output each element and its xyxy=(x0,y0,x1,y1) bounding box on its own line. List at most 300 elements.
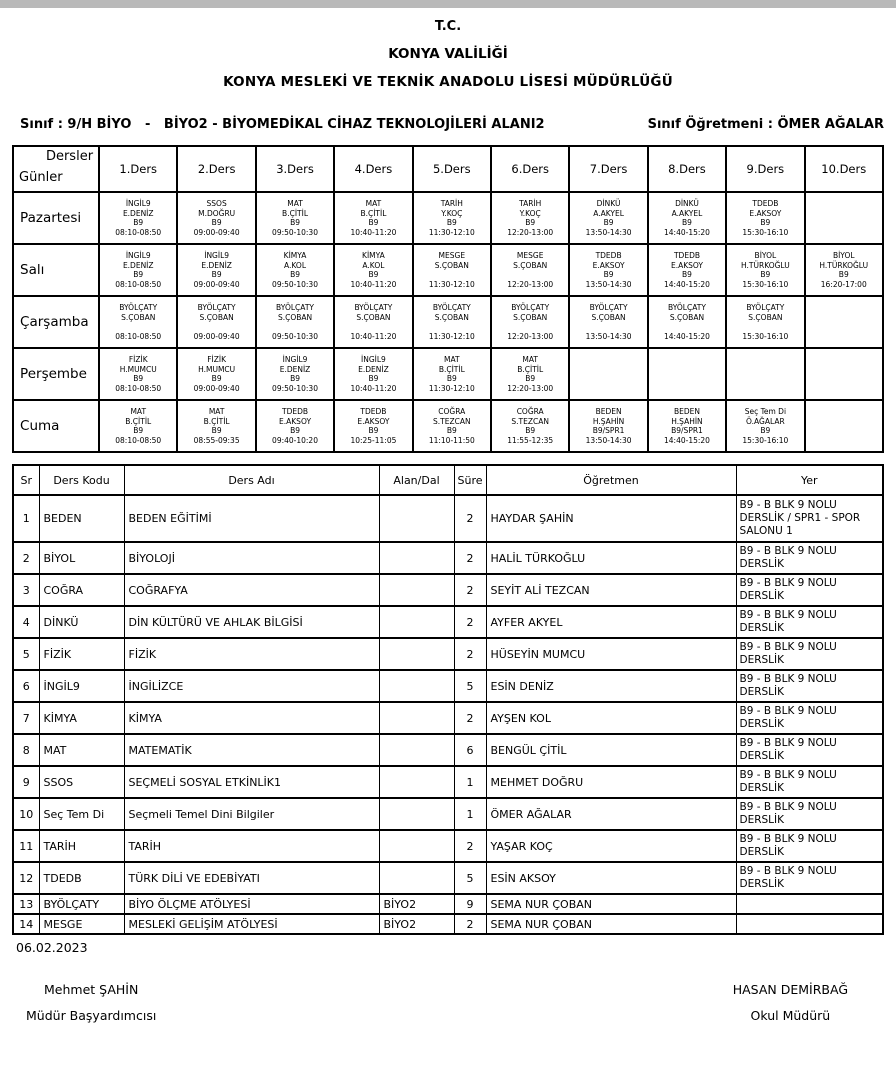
lesson-column-header: 6.Ders xyxy=(491,146,569,192)
course-code-cell: MAT xyxy=(39,734,124,766)
timetable-lesson-cell xyxy=(334,244,412,296)
timetable-lesson-cell xyxy=(99,244,177,296)
course-teacher-cell: HAYDAR ŞAHİN xyxy=(486,495,736,542)
course-teacher-cell: AYŞEN KOL xyxy=(486,702,736,734)
lesson-teacher: A.KOL xyxy=(284,260,307,270)
lesson-time: 09:50-10:30 xyxy=(272,331,318,341)
lesson-time: 11:30-12:10 xyxy=(428,227,475,237)
course-sure-cell: 9 xyxy=(454,894,486,914)
lesson-time: 14:40-15:20 xyxy=(664,331,710,341)
course-code-cell: İNGİL9 xyxy=(39,670,124,702)
lesson-time: 08:55-09:35 xyxy=(193,435,240,445)
course-alan-cell: BİYO2 xyxy=(379,894,454,914)
lesson-time: 11:30-12:10 xyxy=(428,383,475,393)
lesson-teacher: S.TEZCAN xyxy=(433,416,471,426)
lesson-column-header: 1.Ders xyxy=(99,146,177,192)
timetable-lesson-cell xyxy=(256,296,334,348)
course-code-cell: TARİH xyxy=(39,830,124,862)
timetable-lesson-cell xyxy=(413,244,491,296)
lesson-code: BYÖLÇATY xyxy=(276,303,314,312)
course-alan-cell xyxy=(379,638,454,670)
lesson-teacher: H.TÜRKOĞLU xyxy=(741,260,790,270)
lesson-time: 13:50-14:30 xyxy=(585,331,632,341)
course-yer-cell: B9 - B BLK 9 NOLU DERSLİK xyxy=(736,798,883,830)
lesson-teacher: E.DENİZ xyxy=(122,208,154,218)
course-name-cell: FİZİK xyxy=(124,638,379,670)
timetable-lesson-cell xyxy=(648,192,726,244)
course-alan-cell: BİYO2 xyxy=(379,914,454,934)
course-yer-cell: B9 - B BLK 9 NOLU DERSLİK xyxy=(736,766,883,798)
lesson-code: TDEDB xyxy=(595,251,622,260)
course-alan-cell xyxy=(379,542,454,574)
course-teacher-cell: BENGÜL ÇİTİL xyxy=(486,734,736,766)
lesson-teacher: A.AKYEL xyxy=(671,208,703,218)
timetable-empty-cell xyxy=(805,192,883,244)
timetable-empty-cell xyxy=(805,296,883,348)
lesson-room xyxy=(493,322,567,332)
lesson-time: 14:40-15:20 xyxy=(664,227,710,237)
lesson-teacher: A.AKYEL xyxy=(593,208,624,218)
course-yer-cell xyxy=(736,894,883,914)
lesson-code: COĞRA xyxy=(516,407,544,416)
lesson-room: B9 xyxy=(290,374,300,383)
course-table xyxy=(12,464,884,935)
timetable-lesson-cell xyxy=(256,348,334,400)
course-alan-cell xyxy=(379,734,454,766)
course-row xyxy=(13,574,883,606)
lesson-time: 13:50-14:30 xyxy=(585,435,632,445)
course-sr-cell: 3 xyxy=(13,574,39,606)
lesson-time: 09:00-09:40 xyxy=(193,331,240,341)
course-sr-cell: 1 xyxy=(13,495,39,542)
course-row xyxy=(13,862,883,894)
course-row xyxy=(13,606,883,638)
timetable-lesson-cell xyxy=(256,244,334,296)
course-name-cell: TÜRK DİLİ VE EDEBİYATI xyxy=(124,862,379,894)
timetable-lesson-cell xyxy=(413,400,491,452)
lesson-code: MESGE xyxy=(438,251,466,260)
lesson-code: BİYOL xyxy=(754,251,777,260)
lesson-time: 09:50-10:30 xyxy=(272,279,318,289)
lesson-room: B9 xyxy=(211,374,222,383)
course-sr-cell: 11 xyxy=(13,830,39,862)
lesson-teacher: S.ÇOBAN xyxy=(356,312,391,322)
timetable-empty-cell xyxy=(805,400,883,452)
lesson-code: SSOS xyxy=(206,199,227,208)
timetable-day-row xyxy=(13,192,883,244)
lesson-code: BEDEN xyxy=(595,407,622,416)
course-sr-cell: 10 xyxy=(13,798,39,830)
document-date: 06.02.2023 xyxy=(16,940,88,955)
lesson-teacher: S.ÇOBAN xyxy=(513,260,548,270)
day-label: Pazartesi xyxy=(13,192,99,244)
course-sure-cell: 2 xyxy=(454,830,486,862)
course-sr-cell: 8 xyxy=(13,734,39,766)
course-table-header-row xyxy=(13,465,883,495)
lesson-time: 11:10-11:50 xyxy=(428,435,475,445)
lesson-code: BYÖLÇATY xyxy=(511,303,550,312)
timetable-lesson-cell xyxy=(177,348,255,400)
lesson-code: Seç Tem Di xyxy=(744,407,787,416)
lesson-code: TDEDB xyxy=(282,407,309,416)
timetable-lesson-cell xyxy=(726,296,804,348)
lesson-room: B9 xyxy=(290,270,300,279)
lesson-room: B9 xyxy=(290,426,300,435)
timetable-corner-cell xyxy=(13,146,99,192)
lesson-time: 10:40-11:20 xyxy=(350,383,397,393)
lesson-teacher: Y.KOÇ xyxy=(519,208,541,218)
day-label: Çarşamba xyxy=(13,296,99,348)
timetable-lesson-cell xyxy=(648,244,726,296)
lesson-code: İNGİL9 xyxy=(282,355,308,364)
course-alan-cell xyxy=(379,574,454,606)
timetable-lesson-cell xyxy=(256,192,334,244)
timetable-lesson-cell xyxy=(334,192,412,244)
lesson-teacher: E.AKSOY xyxy=(592,260,625,270)
timetable-lesson-cell xyxy=(648,296,726,348)
lesson-column-header: 2.Ders xyxy=(177,146,255,192)
lesson-room: B9 xyxy=(133,270,144,279)
course-alan-cell xyxy=(379,862,454,894)
lesson-teacher: S.ÇOBAN xyxy=(513,312,548,322)
lesson-teacher: S.ÇOBAN xyxy=(277,312,313,322)
course-name-cell: DİN KÜLTÜRÜ VE AHLAK BİLGİSİ xyxy=(124,606,379,638)
lesson-room: B9/SPR1 xyxy=(592,426,625,435)
lesson-room: B9 xyxy=(760,218,771,227)
course-row xyxy=(13,894,883,914)
timetable-day-row xyxy=(13,400,883,452)
course-alan-cell xyxy=(379,798,454,830)
lesson-room xyxy=(728,322,802,332)
timetable-empty-cell xyxy=(648,348,726,400)
lesson-code: MAT xyxy=(365,199,382,208)
course-sr-cell: 4 xyxy=(13,606,39,638)
timetable-header-row xyxy=(13,146,883,192)
course-code-cell: FİZİK xyxy=(39,638,124,670)
course-name-cell: TARİH xyxy=(124,830,379,862)
lesson-teacher: S.ÇOBAN xyxy=(591,312,626,322)
course-row xyxy=(13,734,883,766)
course-sure-cell: 2 xyxy=(454,574,486,606)
lesson-column-header: 8.Ders xyxy=(648,146,726,192)
signature-row xyxy=(26,982,848,1023)
scan-edge-strip xyxy=(0,0,896,8)
timetable-lesson-cell xyxy=(413,296,491,348)
timetable-lesson-cell xyxy=(569,192,647,244)
day-label: Perşembe xyxy=(13,348,99,400)
lesson-room: B9 xyxy=(603,218,614,227)
signature-left xyxy=(26,982,156,1023)
lesson-code: MAT xyxy=(287,199,303,208)
lesson-column-header: 9.Ders xyxy=(726,146,804,192)
lesson-code: BYÖLÇATY xyxy=(589,303,628,312)
lesson-code: İNGİL9 xyxy=(125,251,151,260)
class-teacher: Sınıf Öğretmeni : ÖMER AĞALAR xyxy=(647,117,884,132)
lesson-column-header: 10.Ders xyxy=(805,146,883,192)
lesson-time: 09:40-10:20 xyxy=(272,435,318,445)
lesson-room xyxy=(258,322,332,332)
class-info: Sınıf : 9/H BİYO - BİYO2 - BİYOMEDİKAL CİHAZ TEKNOLOJİLERİ ALANI2 xyxy=(20,117,545,132)
course-code-cell: BEDEN xyxy=(39,495,124,542)
lesson-room: B9/SPR1 xyxy=(671,426,703,435)
lesson-time: 08:10-08:50 xyxy=(115,279,162,289)
lesson-code: MESGE xyxy=(516,251,544,260)
course-sure-cell: 5 xyxy=(454,862,486,894)
lesson-code: TDEDB xyxy=(360,407,387,416)
course-sr-cell: 9 xyxy=(13,766,39,798)
document-header xyxy=(0,19,896,90)
course-yer-cell: B9 - B BLK 9 NOLU DERSLİK xyxy=(736,702,883,734)
timetable-day-row xyxy=(13,348,883,400)
lesson-time: 08:10-08:50 xyxy=(115,227,162,237)
course-sr-cell: 14 xyxy=(13,914,39,934)
lesson-room xyxy=(336,322,410,332)
course-alan-cell xyxy=(379,495,454,542)
lesson-time: 10:40-11:20 xyxy=(350,279,397,289)
lesson-teacher: S.ÇOBAN xyxy=(199,312,234,322)
lesson-time: 11:30-12:10 xyxy=(428,279,475,289)
course-teacher-cell: AYFER AKYEL xyxy=(486,606,736,638)
course-sure-cell: 2 xyxy=(454,914,486,934)
course-code-cell: BİYOL xyxy=(39,542,124,574)
course-code-cell: COĞRA xyxy=(39,574,124,606)
lesson-code: İNGİL9 xyxy=(125,199,151,208)
lesson-room xyxy=(101,322,175,332)
course-column-header: Ders Kodu xyxy=(39,465,124,495)
lesson-teacher: S.ÇOBAN xyxy=(434,312,469,322)
timetable xyxy=(12,145,884,453)
course-sure-cell: 1 xyxy=(454,798,486,830)
course-yer-cell: B9 - B BLK 9 NOLU DERSLİK xyxy=(736,862,883,894)
course-name-cell: KİMYA xyxy=(124,702,379,734)
timetable-lesson-cell xyxy=(334,400,412,452)
lesson-room: B9 xyxy=(133,426,144,435)
timetable-empty-cell xyxy=(726,348,804,400)
course-sr-cell: 12 xyxy=(13,862,39,894)
timetable-lesson-cell xyxy=(726,192,804,244)
lesson-teacher: E.AKSOY xyxy=(749,208,782,218)
course-name-cell: SEÇMELİ SOSYAL ETKİNLİK1 xyxy=(124,766,379,798)
course-sr-cell: 5 xyxy=(13,638,39,670)
lesson-code: BYÖLÇATY xyxy=(746,303,785,312)
timetable-empty-cell xyxy=(569,348,647,400)
lesson-time: 09:50-10:30 xyxy=(272,227,318,237)
timetable-lesson-cell xyxy=(569,400,647,452)
course-row xyxy=(13,670,883,702)
lesson-code: MAT xyxy=(522,355,538,364)
lesson-code: DİNKÜ xyxy=(675,199,699,208)
timetable-lesson-cell xyxy=(256,400,334,452)
lesson-time: 09:50-10:30 xyxy=(272,383,318,393)
lesson-column-header: 4.Ders xyxy=(334,146,412,192)
lesson-code: KİMYA xyxy=(283,251,307,260)
lesson-teacher: S.TEZCAN xyxy=(511,416,549,426)
course-code-cell: TDEDB xyxy=(39,862,124,894)
course-yer-cell: B9 - B BLK 9 NOLU DERSLİK xyxy=(736,542,883,574)
lesson-code: MAT xyxy=(444,355,460,364)
lesson-code: MAT xyxy=(208,407,225,416)
course-sure-cell: 2 xyxy=(454,542,486,574)
lesson-code: BYÖLÇATY xyxy=(432,303,471,312)
course-sure-cell: 2 xyxy=(454,702,486,734)
lesson-teacher: H.TÜRKOĞLU xyxy=(819,260,869,270)
lesson-time: 10:40-11:20 xyxy=(350,227,397,237)
course-teacher-cell: ESİN DENİZ xyxy=(486,670,736,702)
lesson-teacher: E.AKSOY xyxy=(670,260,703,270)
timetable-lesson-cell xyxy=(177,400,255,452)
course-sr-cell: 6 xyxy=(13,670,39,702)
lesson-code: TARİH xyxy=(519,199,542,208)
course-yer-cell: B9 - B BLK 9 NOLU DERSLİK xyxy=(736,574,883,606)
timetable-lesson-cell xyxy=(99,296,177,348)
lesson-room: B9 xyxy=(368,374,379,383)
lesson-code: FİZİK xyxy=(128,355,148,364)
timetable-lesson-cell xyxy=(177,244,255,296)
course-column-header: Süre xyxy=(454,465,486,495)
course-column-header: Alan/Dal xyxy=(379,465,454,495)
timetable-lesson-cell xyxy=(726,244,804,296)
lesson-teacher: B.ÇİTİL xyxy=(282,208,308,218)
course-code-cell: Seç Tem Di xyxy=(39,798,124,830)
course-code-cell: DİNKÜ xyxy=(39,606,124,638)
lesson-time: 13:50-14:30 xyxy=(585,227,632,237)
course-row xyxy=(13,914,883,934)
course-yer-cell: B9 - B BLK 9 NOLU DERSLİK xyxy=(736,638,883,670)
course-teacher-cell: SEYİT ALİ TEZCAN xyxy=(486,574,736,606)
lesson-time: 14:40-15:20 xyxy=(664,279,710,289)
course-column-header: Yer xyxy=(736,465,883,495)
lesson-teacher: E.AKSOY xyxy=(279,416,312,426)
course-teacher-cell: HALİL TÜRKOĞLU xyxy=(486,542,736,574)
lesson-room: B9 xyxy=(682,218,692,227)
course-teacher-cell: HÜSEYİN MUMCU xyxy=(486,638,736,670)
course-row xyxy=(13,830,883,862)
lesson-room xyxy=(415,270,489,280)
lesson-room: B9 xyxy=(368,270,379,279)
course-name-cell: BEDEN EĞİTİMİ xyxy=(124,495,379,542)
lesson-teacher: B.ÇİTİL xyxy=(517,364,544,374)
course-row xyxy=(13,542,883,574)
lesson-column-header: 5.Ders xyxy=(413,146,491,192)
lesson-code: TARİH xyxy=(440,199,463,208)
lesson-time: 12:20-13:00 xyxy=(507,331,554,341)
signature-right xyxy=(733,982,848,1023)
course-name-cell: Seçmeli Temel Dini Bilgiler xyxy=(124,798,379,830)
lesson-teacher: Y.KOÇ xyxy=(441,208,463,218)
class-info-row xyxy=(20,117,884,132)
course-code-cell: SSOS xyxy=(39,766,124,798)
course-code-cell: KİMYA xyxy=(39,702,124,734)
lesson-code: FİZİK xyxy=(207,355,227,364)
lesson-room xyxy=(415,322,489,332)
course-alan-cell xyxy=(379,766,454,798)
timetable-lesson-cell xyxy=(99,400,177,452)
governorship-title: KONYA VALİLİĞİ xyxy=(388,46,508,62)
timetable-lesson-cell xyxy=(334,348,412,400)
course-row xyxy=(13,638,883,670)
lesson-code: TDEDB xyxy=(673,251,700,260)
lesson-teacher: E.AKSOY xyxy=(357,416,390,426)
lesson-time: 12:20-13:00 xyxy=(507,279,554,289)
lesson-teacher: B.ÇİTİL xyxy=(438,364,465,374)
lesson-time: 12:20-13:00 xyxy=(507,383,554,393)
lesson-teacher: E.DENİZ xyxy=(279,364,311,374)
lesson-code: BYÖLÇATY xyxy=(197,303,236,312)
lesson-column-header: 7.Ders xyxy=(569,146,647,192)
lesson-time: 09:00-09:40 xyxy=(193,279,240,289)
timetable-day-row xyxy=(13,296,883,348)
course-column-header: Ders Adı xyxy=(124,465,379,495)
timetable-lesson-cell xyxy=(491,348,569,400)
timetable-lesson-cell xyxy=(413,192,491,244)
course-alan-cell xyxy=(379,830,454,862)
lesson-room: B9 xyxy=(838,270,849,279)
course-yer-cell xyxy=(736,914,883,934)
lesson-room: B9 xyxy=(682,270,692,279)
lesson-room: B9 xyxy=(211,218,222,227)
timetable-lesson-cell xyxy=(177,296,255,348)
course-yer-cell: B9 - B BLK 9 NOLU DERSLİK xyxy=(736,734,883,766)
timetable-day-row xyxy=(13,244,883,296)
signature-left-name: Mehmet ŞAHİN xyxy=(44,982,139,997)
lesson-code: MAT xyxy=(130,407,147,416)
course-row xyxy=(13,702,883,734)
lesson-teacher: M.DOĞRU xyxy=(198,208,236,218)
lesson-room: B9 xyxy=(760,270,771,279)
lesson-teacher: S.ÇOBAN xyxy=(121,312,156,322)
lesson-code: COĞRA xyxy=(438,407,466,416)
lesson-time: 10:25-11:05 xyxy=(350,435,397,445)
lesson-time: 15:30-16:10 xyxy=(742,227,789,237)
course-code-cell: MESGE xyxy=(39,914,124,934)
course-sure-cell: 5 xyxy=(454,670,486,702)
lesson-time: 15:30-16:10 xyxy=(742,435,789,445)
lesson-code: BYÖLÇATY xyxy=(354,303,393,312)
lesson-room: B9 xyxy=(525,374,536,383)
lesson-teacher: B.ÇİTİL xyxy=(203,416,230,426)
timetable-lesson-cell xyxy=(491,244,569,296)
course-yer-cell: B9 - B BLK 9 NOLU DERSLİK xyxy=(736,830,883,862)
course-row xyxy=(13,798,883,830)
course-name-cell: MATEMATİK xyxy=(124,734,379,766)
lesson-time: 09:00-09:40 xyxy=(193,227,240,237)
course-alan-cell xyxy=(379,606,454,638)
lesson-code: DİNKÜ xyxy=(596,199,621,208)
lesson-teacher: H.ŞAHİN xyxy=(671,416,703,426)
signature-right-name: HASAN DEMİRBAĞ xyxy=(732,982,848,997)
corner-label-lessons: Dersler xyxy=(45,149,94,164)
lesson-room: B9 xyxy=(133,374,144,383)
republic-title: T.C. xyxy=(434,19,462,34)
timetable-lesson-cell xyxy=(805,244,883,296)
lesson-room: B9 xyxy=(446,426,457,435)
lesson-teacher: A.KOL xyxy=(362,260,385,270)
timetable-lesson-cell xyxy=(491,296,569,348)
course-teacher-cell: ESİN AKSOY xyxy=(486,862,736,894)
lesson-code: BYÖLÇATY xyxy=(668,303,706,312)
lesson-time: 11:30-12:10 xyxy=(428,331,475,341)
course-name-cell: İNGİLİZCE xyxy=(124,670,379,702)
lesson-time: 12:20-13:00 xyxy=(507,227,554,237)
lesson-room: B9 xyxy=(290,218,300,227)
day-label: Salı xyxy=(13,244,99,296)
course-row xyxy=(13,495,883,542)
course-sure-cell: 2 xyxy=(454,638,486,670)
course-name-cell: MESLEKİ GELİŞİM ATÖLYESİ xyxy=(124,914,379,934)
course-teacher-cell: ÖMER AĞALAR xyxy=(486,798,736,830)
lesson-room: B9 xyxy=(525,426,536,435)
lesson-teacher: H.ŞAHİN xyxy=(592,416,625,426)
